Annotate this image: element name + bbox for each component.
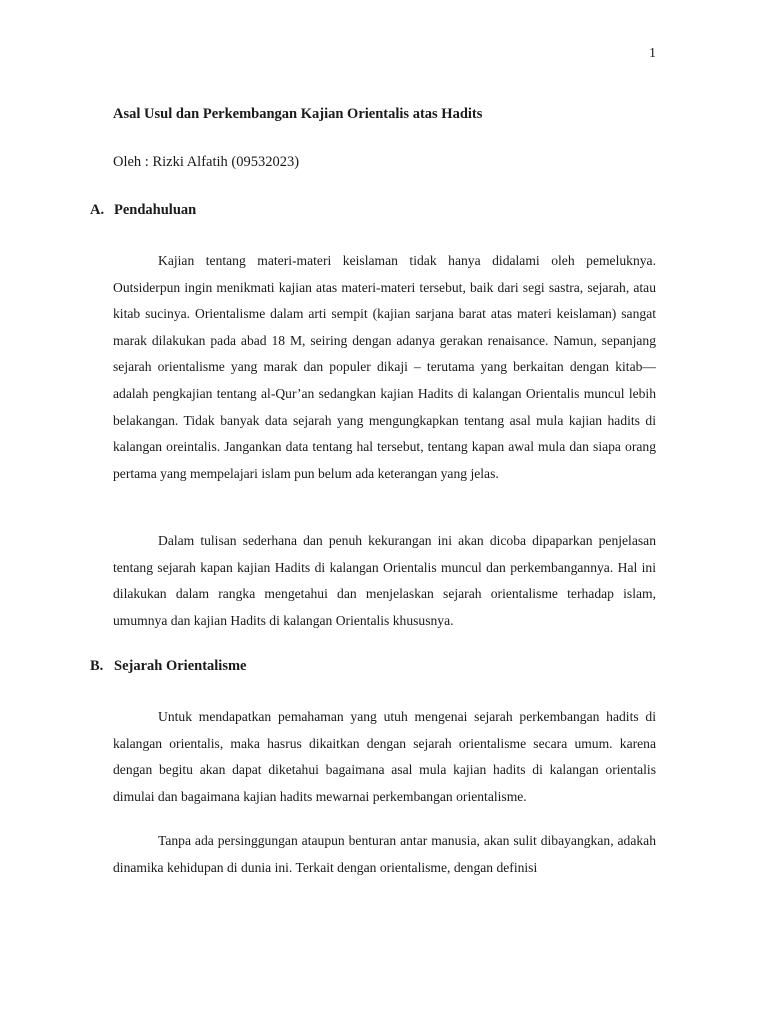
section-marker: A.	[90, 202, 105, 218]
section-heading-text: Pendahuluan	[114, 202, 197, 218]
section-heading-text: Sejarah Orientalisme	[114, 658, 247, 674]
document-title: Asal Usul dan Perkembangan Kajian Orientalis atas Hadits	[113, 106, 483, 122]
paragraph: Untuk mendapatkan pemahaman yang utuh mengenai sejarah perkembangan hadits di kalangan orientalis, maka hasrus dikaitkan dengan sejarah orientalisme secara umum. karena dengan begitu akan dapat diketahui bagaimana asal mula kajian hadits di kalangan orientalis dimulai dan bagaimana kajian hadits mewarnai perkembangan orientalisme.	[113, 709, 656, 804]
section-marker: B.	[90, 658, 104, 674]
section-heading-pendahuluan	[90, 202, 196, 219]
paragraph: Tanpa ada persinggungan ataupun benturan antar manusia, akan sulit dibayangkan, adakah dinamika kehidupan di dunia ini. Terkait dengan orientalisme, dengan definisi	[113, 833, 656, 875]
paragraph: Dalam tulisan sederhana dan penuh kekurangan ini akan dicoba dipaparkan penjelasan tentang sejarah kapan kajian Hadits di kalangan Orientalis muncul dan perkembangannya. Hal ini dilakukan dalam rangka mengetahui dan menjelaskan sejarah orientalisme terhadap islam, umumnya dan kajian Hadits di kalangan Orientalis khususnya.	[113, 533, 656, 628]
page-number: 1	[649, 46, 656, 61]
author-line: Oleh : Rizki Alfatih (09532023)	[113, 154, 300, 170]
paragraph: Kajian tentang materi-materi keislaman tidak hanya didalami oleh pemeluknya. Outsiderpun ingin menikmati kajian atas materi-materi tersebut, baik dari segi sastra, sejarah, atau kitab sucinya. Orientalisme dalam arti sempit (kajian sarjana barat atas materi keislaman) sangat marak dilakukan pada abad 18 M, seiring dengan adanya gerakan renaisance. Namun, sepanjang sejarah orientalisme yang marak dan populer dikaji – terutama yang berkaitan dengan kitab— adalah pengkajian tentang al-Qur’an sedangkan kajian Hadits di kalangan Orientalis muncul lebih belakangan. Tidak banyak data sejarah yang mengungkapkan tentang asal mula kajian hadits di kalangan oreintalis. Jangankan data tentang hal tersebut, tentang kapan awal mula dan siapa orang pertama yang mempelajari islam pun belum ada keterangan yang jelas.	[113, 253, 656, 481]
section-heading-sejarah-orientalisme	[90, 658, 247, 675]
